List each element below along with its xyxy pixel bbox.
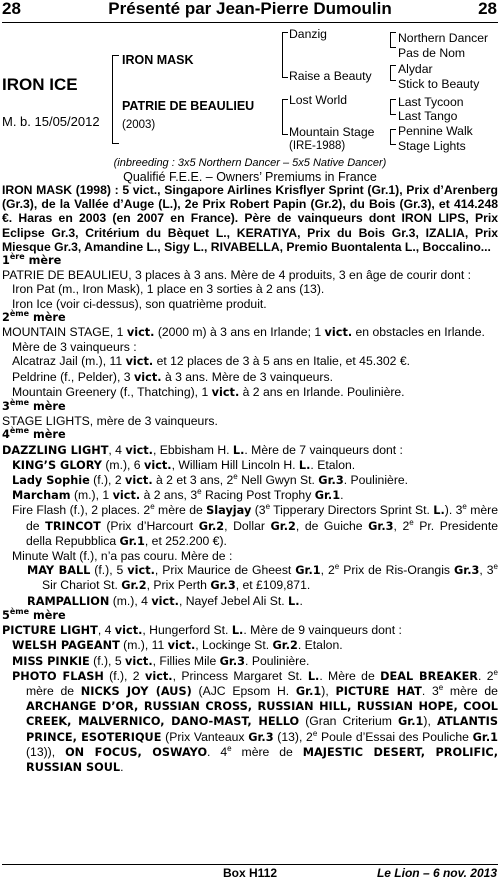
sire-dam: Raise a Beauty bbox=[289, 69, 372, 83]
dd-bracket bbox=[390, 129, 396, 145]
produce-item: RAMPALLION (m.), 4 vict., Nayef Jebel Ali St. L.. bbox=[27, 593, 303, 608]
ds-dam: Last Tango bbox=[398, 109, 458, 123]
fifth-dam-record: PICTURE LIGHT, 4 vict., Hungerford St. L.. Mère de 9 vainqueurs dont : bbox=[2, 623, 402, 638]
produce-item: Marcham (m.), 1 vict. à 2 ans, 3e Racing Post Trophy Gr.1. bbox=[12, 487, 344, 503]
second-dam-record: MOUNTAIN STAGE, 1 vict. (2000 m) à 3 ans en Irlande; 1 vict. en obstacles en Irlande. Mère de 3 vainqueurs : bbox=[2, 325, 485, 355]
second-dam-heading: 2ème mère bbox=[2, 309, 66, 324]
dam-dam-origin: (IRE-1988) bbox=[289, 140, 346, 152]
produce-item: Minute Walt (f.), n’a pas couru. Mère de : bbox=[12, 549, 233, 564]
produce-item: Lady Sophie (f.), 2 vict. à 2 et 3 ans, 2e Nell Gwyn St. Gr.3. Poulinière. bbox=[12, 472, 409, 488]
produce-item: MAY BALL (f.), 5 vict., Prix Maurice de Gheest Gr.1, 2e Prix de Ris-Orangis Gr.3, 3e Sir Chariot St. Gr.2, Prix Perth Gr.3, et £109,871. bbox=[27, 562, 498, 593]
produce-item: KING’S GLORY (m.), 6 vict., William Hill Lincoln H. L.. Etalon. bbox=[12, 457, 356, 472]
third-dam-heading: 3ème mère bbox=[2, 398, 66, 414]
box-number: Box H112 bbox=[222, 866, 278, 880]
produce-item: Iron Ice (voir ci-dessus), son quatrième produit. bbox=[12, 296, 267, 311]
inbreeding-note: (inbreeding : 3x5 Northern Dancer – 5x5 Native Dancer) bbox=[113, 157, 387, 169]
produce-item: Fire Flash (f.), 2 places. 2e mère de Slayjay (3e Tipperary Directors Sprint St. L.). 3e mère de TRINCOT (Prix d’Harcourt Gr.2, Dollar Gr.2, de Guiche Gr.3, 2e Pr. Presidente della Repubblica Gr.1, et 252.200 €). bbox=[12, 502, 499, 548]
produce-item: PHOTO FLASH (f.), 2 vict., Princess Margaret St. L.. Mère de DEAL BREAKER. 2e mère de NICKS JOY (AUS) (AJC Epsom H. Gr.1), PICTURE HAT. 3e mère de ARCHANGE D’OR, RUSSIAN CROSS, RUSSIAN HILL, RUSSIAN HOPE, COOL CREEK, MALVERNICO, DANO-MAST, HELLO (Gran Criterium Gr.1), ATLANTIS PRINCE, ESOTERIQUE (Prix Vanteaux Gr.3 (13), 2e Poule d’Essai des Pouliche Gr.1 (13)), ON FOCUS, OSWAYO. 4e mère de MAJESTIC DESERT, PROLIFIC, RUSSIAN SOUL. bbox=[12, 667, 498, 774]
sire-bracket bbox=[282, 32, 288, 78]
fifth-dam-heading: 5ème mère bbox=[2, 607, 66, 622]
produce-item: Peldrine (f., Pelder), 3 vict. à 3 ans. Mère de 3 vainqueurs. bbox=[12, 369, 333, 384]
sire-sire: Danzig bbox=[289, 27, 327, 41]
page-title: Présenté par Jean-Pierre Dumoulin bbox=[108, 0, 392, 18]
ss-bracket bbox=[390, 32, 396, 48]
produce-item: Iron Pat (m., Iron Mask), 1 place en 3 sorties à 2 ans (13). bbox=[12, 282, 325, 297]
page-number-left: 28 bbox=[2, 0, 21, 18]
dd-sire: Pennine Walk bbox=[398, 124, 473, 138]
ss-dam: Pas de Nom bbox=[398, 46, 466, 60]
dam-bracket bbox=[282, 99, 288, 135]
first-dam-record: PATRIE DE BEAULIEU, 3 places à 3 ans. Mère de 4 produits, 3 en âge de courir dont : bbox=[2, 268, 472, 283]
produce-item: Mountain Greenery (f., Thatching), 1 vict. à 2 ans en Irlande. Poulinière. bbox=[12, 384, 405, 399]
dam-sire: Lost World bbox=[289, 93, 348, 107]
sd-bracket bbox=[390, 65, 396, 81]
dam-dam: Mountain Stage bbox=[289, 125, 375, 139]
horse-name: IRON ICE bbox=[2, 75, 78, 94]
page-header bbox=[0, 2, 500, 22]
horse-info: M. b. 15/05/2012 bbox=[2, 114, 100, 129]
sd-dam: Stick to Beauty bbox=[398, 77, 480, 91]
fourth-dam-record: DAZZLING LIGHT, 4 vict., Ebbisham H. L.. Mère de 7 vainqueurs dont : bbox=[2, 442, 403, 457]
source-date: Le Lion – 6 nov. 2013 bbox=[376, 866, 497, 880]
ds-bracket bbox=[390, 99, 396, 115]
footer-divider bbox=[2, 864, 498, 865]
first-dam-heading: 1ère mère bbox=[2, 252, 62, 268]
gen1-bracket bbox=[112, 55, 119, 144]
sire-record: IRON MASK (1998) : 5 vict., Singapore Airlines Krisflyer Sprint (Gr.1), Prix d’Arenberg (Gr.3), de la Vallée d’Auge (L.), 2e Prix Robert Papin (Gr.2), du Bois (Gr.3), et 414.248 €. Haras en 2003 (en 2007 en France). Père de vainqueurs dont IRON LIPS, Prix Eclipse Gr.3, Critérium du Bèquet L., KERATIYA, Prix du Bois Gr.3, IZALIA, Prix Miesque Gr.3, Amandine L., Sigy L., RIVABELLA, Premio Buontalenta L., Boccalino... bbox=[2, 183, 498, 254]
sire-name: IRON MASK bbox=[122, 53, 194, 67]
third-dam-record: STAGE LIGHTS, mère de 3 vainqueurs. bbox=[2, 414, 218, 429]
catalogue-body bbox=[2, 183, 498, 775]
header-divider bbox=[2, 22, 498, 23]
sd-sire: Alydar bbox=[398, 62, 433, 76]
page-number-right: 28 bbox=[478, 0, 497, 18]
produce-item: WELSH PAGEANT (m.), 11 vict., Lockinge St. Gr.2. Etalon. bbox=[12, 638, 343, 653]
fourth-dam-heading: 4ème mère bbox=[2, 426, 66, 442]
dam-name: PATRIE DE BEAULIEU bbox=[122, 99, 255, 113]
dam-year: (2003) bbox=[122, 119, 156, 131]
produce-item: Alcatraz Jail (m.), 11 vict. et 12 places de 3 à 5 ans en Italie, et 45.302 €. bbox=[12, 354, 410, 369]
produce-item: MISS PINKIE (f.), 5 vict., Fillies Mile Gr.3. Poulinière. bbox=[12, 653, 310, 668]
ds-sire: Last Tycoon bbox=[398, 95, 464, 109]
qualification-note: Qualifié F.E.E. – Owners’ Premiums in France bbox=[123, 170, 377, 184]
ss-sire: Northern Dancer bbox=[398, 31, 489, 45]
pedigree-table bbox=[0, 28, 500, 158]
dd-dam: Stage Lights bbox=[398, 139, 466, 153]
